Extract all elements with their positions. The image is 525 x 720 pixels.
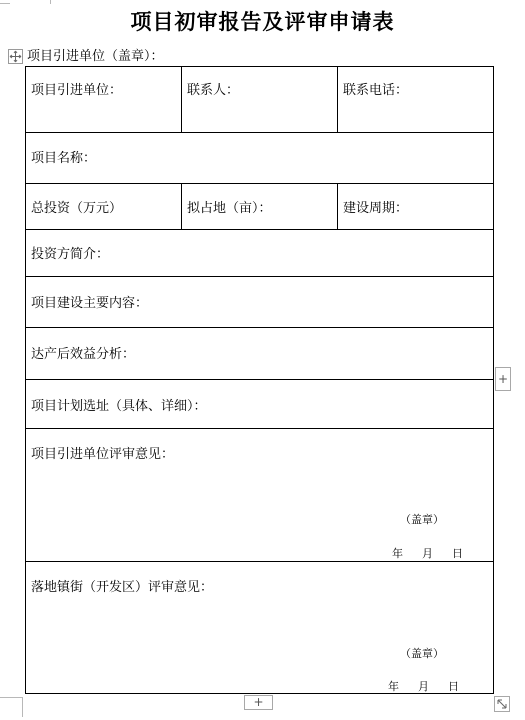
cell-unit-label: 项目引进单位： [31, 83, 123, 98]
cell-investment-label: 总投资（万元） [31, 201, 123, 216]
cell-construction-content-label: 项目建设主要内容： [31, 296, 149, 311]
column-divider [181, 183, 182, 229]
cell-unit-review-label: 项目引进单位评审意见： [31, 447, 175, 462]
add-row-button[interactable]: + [244, 695, 273, 710]
table-move-handle-icon[interactable] [8, 49, 23, 64]
row-divider [26, 276, 493, 277]
crop-mark-bottom-left [0, 697, 22, 698]
town-review-month-label: 月 [418, 680, 429, 693]
row-divider [26, 428, 493, 429]
column-divider [181, 67, 182, 132]
cell-land-label: 拟占地（亩）： [187, 201, 272, 216]
town-review-year-label: 年 [388, 680, 399, 693]
cell-town-review-label: 落地镇街（开发区）评审意见： [31, 580, 214, 595]
column-divider [337, 183, 338, 229]
row-divider [26, 379, 493, 380]
row-divider [26, 229, 493, 230]
cell-contact-label: 联系人： [187, 83, 240, 98]
row-divider [26, 132, 493, 133]
crop-mark-top [50, 0, 51, 4]
cell-site-selection-label: 项目计划选址（具体、详细）： [31, 399, 207, 414]
crop-mark-top-left [0, 0, 10, 4]
table-resize-handle-icon[interactable] [494, 696, 510, 712]
crop-mark-bottom-left-vertical [22, 697, 23, 717]
cell-investor-intro-label: 投资方简介： [31, 247, 110, 262]
row-divider [26, 183, 493, 184]
intro-label: 项目引进单位（盖章）： [27, 49, 164, 64]
column-divider [337, 67, 338, 132]
unit-review-month-label: 月 [422, 547, 433, 560]
row-divider [26, 327, 493, 328]
row-divider [26, 561, 493, 562]
town-review-seal-label: （盖章） [400, 647, 444, 660]
town-review-day-label: 日 [448, 680, 459, 693]
unit-review-day-label: 日 [452, 547, 463, 560]
cell-benefit-analysis-label: 达产后效益分析： [31, 347, 136, 362]
cell-period-label: 建设周期： [343, 201, 409, 216]
unit-review-seal-label: （盖章） [400, 513, 444, 526]
page-title: 项目初审报告及评审申请表 [130, 9, 395, 34]
cell-project-name-label: 项目名称： [31, 151, 97, 166]
cell-phone-label: 联系电话： [343, 83, 409, 98]
unit-review-year-label: 年 [392, 547, 403, 560]
add-column-button[interactable]: + [495, 367, 511, 391]
review-form-table [25, 66, 494, 694]
